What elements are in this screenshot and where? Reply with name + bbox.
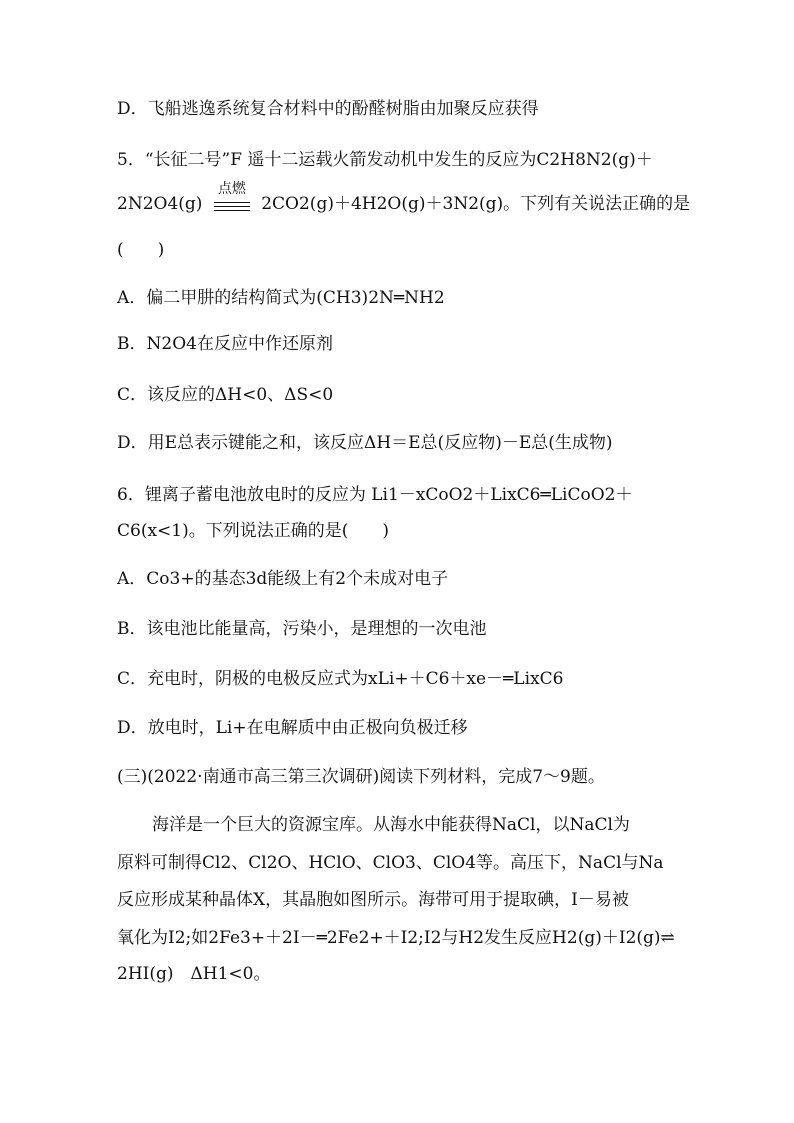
q5-reactant-1: C2H8N2(g) xyxy=(536,150,636,170)
q6-stem-line-1 xyxy=(117,483,694,507)
q6-option-c xyxy=(117,667,694,691)
q5-stem-text-2: 。下列有关说法正确的是 xyxy=(503,194,691,214)
option-text: 该电池比能量高，污染小，是理想的一次电池 xyxy=(146,619,487,639)
option-letter: D． xyxy=(117,99,148,119)
option-text: 该反应的ΔH<0、ΔS<0 xyxy=(147,385,334,405)
question-number: 5． xyxy=(117,150,145,170)
option-letter: C． xyxy=(117,669,148,689)
passage-line-3: 反应形成某种晶体X，其晶胞如图所示。海带可用于提取碘，I－易被 xyxy=(117,890,629,910)
option-text: Co3+的基态3d能级上有2个未成对电子 xyxy=(146,569,449,589)
plus-sign: ＋ xyxy=(635,150,653,170)
passage-line-2: 原料可制得Cl2、Cl2O、HClO、ClO3、ClO4等。高压下，NaCl与Na xyxy=(117,853,664,873)
option-text: 偏二甲肼的结构简式为(CH3)2N═NH2 xyxy=(146,288,445,308)
q6-option-a xyxy=(117,567,694,591)
passage-line-1: 海洋是一个巨大的资源宝库。从海水中能获得NaCl，以NaCl为 xyxy=(152,815,630,835)
q5-stem-line-2 xyxy=(117,180,694,217)
q5-option-d xyxy=(117,431,694,455)
q5-option-c xyxy=(117,383,694,407)
option-text: 用E总表示键能之和，该反应ΔH＝E总(反应物)－E总(生成物) xyxy=(147,433,613,453)
q6-option-b xyxy=(117,617,694,641)
q5-option-a xyxy=(117,286,694,310)
option-letter: B． xyxy=(117,619,147,639)
reaction-condition-arrow xyxy=(214,180,250,217)
option-text: 充电时，阴极的电极反应式为xLi+＋C6＋xe－═LixC6 xyxy=(147,669,564,689)
option-letter: C． xyxy=(117,385,148,405)
section-heading: (三)(2022·南通市高三第三次调研)阅读下列材料，完成7～9题。 xyxy=(117,767,605,787)
q5-answer-paren xyxy=(117,238,694,262)
option-text: 放电时，Li+在电解质中由正极向负极迁移 xyxy=(147,718,468,738)
option-letter: A． xyxy=(117,569,147,589)
q6-stem-line-2 xyxy=(117,519,694,543)
option-letter: D． xyxy=(117,718,148,738)
option-text: N2O4在反应中作还原剂 xyxy=(146,334,333,354)
q5-products: 2CO2(g)＋4H2O(g)＋3N2(g) xyxy=(261,194,504,214)
question-number: 6． xyxy=(117,485,145,505)
q4-option-d xyxy=(117,97,694,121)
option-letter: D． xyxy=(117,433,148,453)
reaction-condition: 点燃 xyxy=(217,180,246,197)
q5-stem-line-1 xyxy=(117,148,694,172)
q6-stem-text-2: C6(x<1)。下列说法正确的是( ) xyxy=(117,521,389,541)
q6-stem-text: 锂离子蓄电池放电时的反应为 Li1－xCoO2＋LixC6═LiCoO2＋ xyxy=(144,485,633,505)
q5-reactant-2: 2N2O4(g) xyxy=(117,194,203,214)
q6-option-d xyxy=(117,716,694,740)
passage-line-4: 氧化为I2;如2Fe3+＋2I－═2Fe2+＋I2;I2与H2发生反应H2(g)＋I2(g)⇌ xyxy=(117,928,675,948)
option-letter: A． xyxy=(117,288,147,308)
passage-line-5: 2HI(g) ΔH1<0。 xyxy=(117,964,271,984)
option-text: 飞船逃逸系统复合材料中的酚醛树脂由加聚反应获得 xyxy=(147,99,539,119)
q5-stem-text: “长征二号”F 遥十二运载火箭发动机中发生的反应为 xyxy=(144,150,537,170)
answer-paren: ( ) xyxy=(117,240,165,260)
option-letter: B． xyxy=(117,334,147,354)
q5-option-b xyxy=(117,332,694,356)
